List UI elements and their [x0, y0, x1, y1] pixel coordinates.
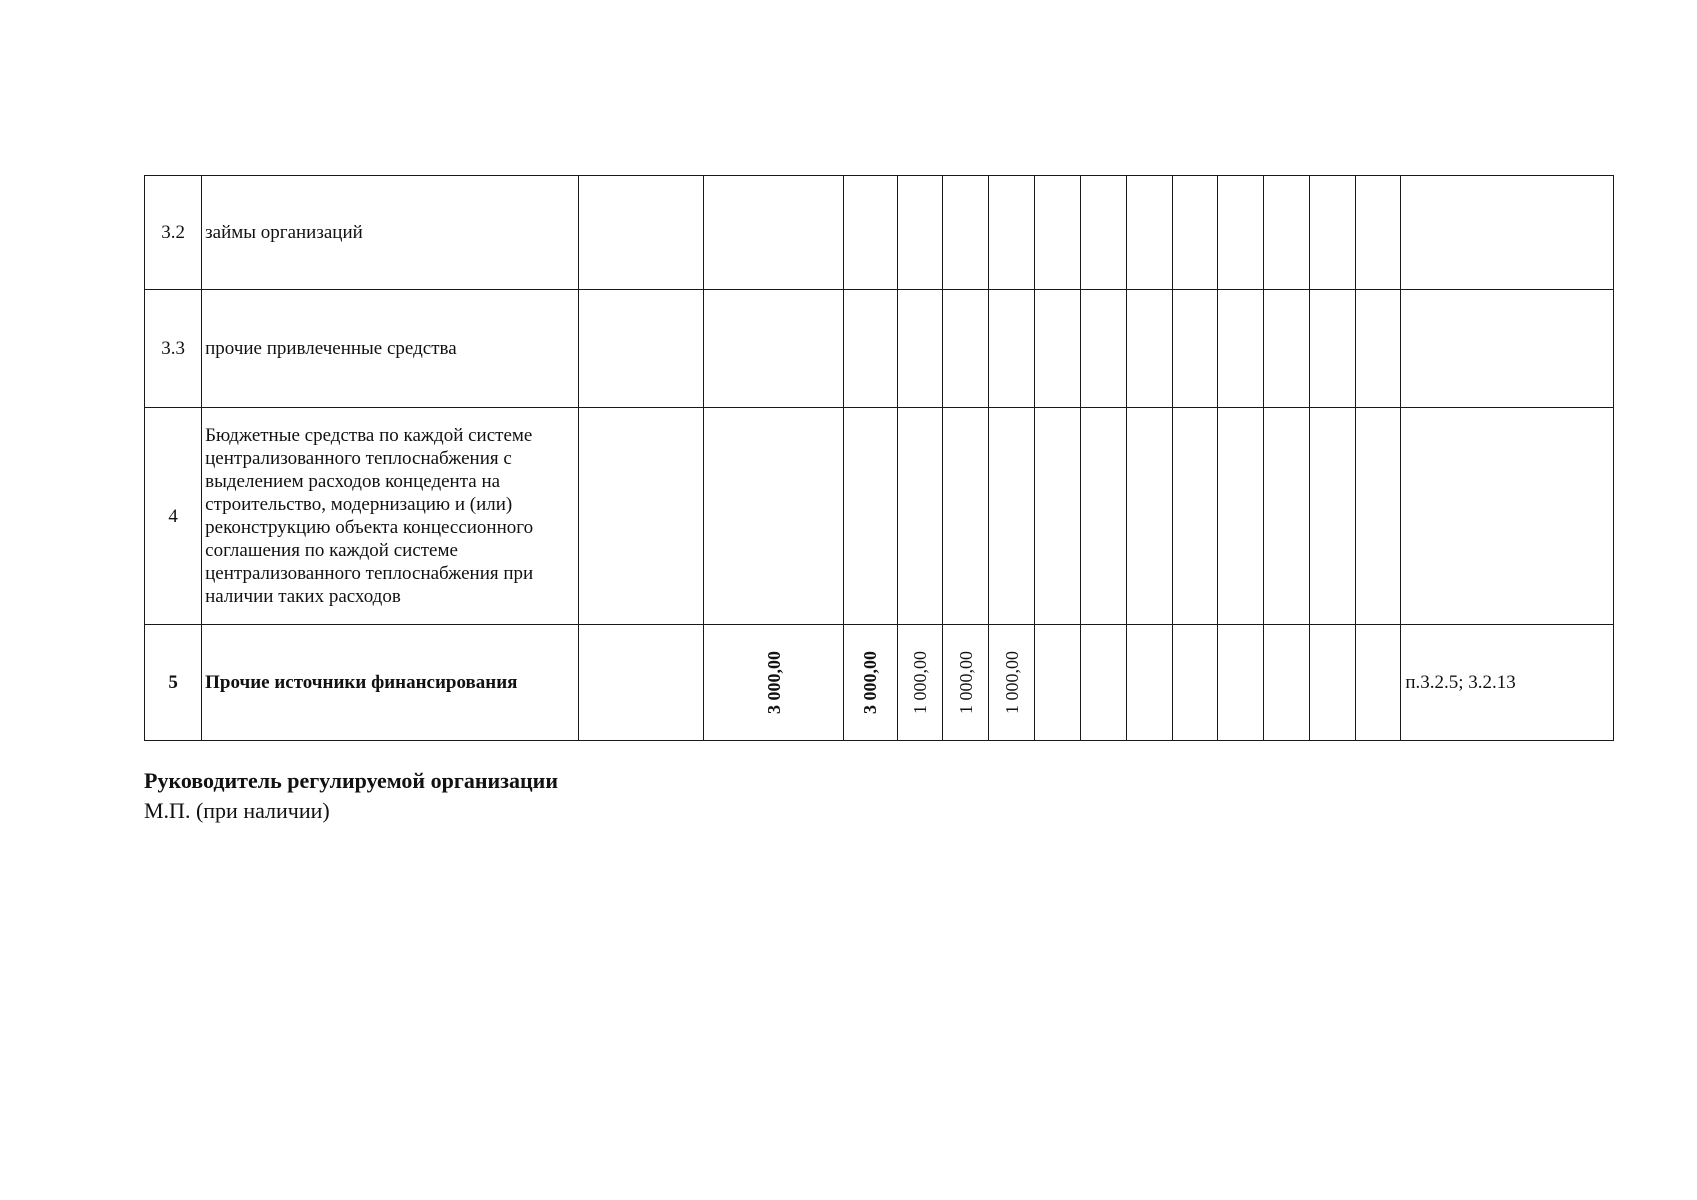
table-row — [145, 408, 1614, 625]
year-value: 1 000,00 — [955, 651, 976, 714]
table-cell — [843, 176, 897, 290]
table-cell — [1263, 625, 1309, 741]
table-cell — [989, 290, 1035, 408]
table-cell — [1217, 176, 1263, 290]
subtotal-value: 3 000,00 — [860, 651, 881, 714]
table-cell — [1356, 625, 1401, 741]
table-cell — [1126, 625, 1172, 741]
table-cell — [579, 290, 704, 408]
row-number: 3.2 — [145, 176, 202, 290]
row-reference — [1401, 290, 1614, 408]
table-cell — [1263, 176, 1309, 290]
table-cell — [898, 290, 943, 408]
table-cell — [1035, 290, 1081, 408]
table-cell — [1081, 290, 1126, 408]
row-label: Прочие источники финансирования — [202, 625, 579, 741]
table-cell-total — [704, 625, 843, 741]
table-cell — [1172, 290, 1217, 408]
table-cell — [943, 176, 989, 290]
table-cell — [1356, 408, 1401, 625]
table-cell — [1172, 625, 1217, 741]
table-cell — [989, 176, 1035, 290]
table-cell — [989, 408, 1035, 625]
table-cell — [1081, 176, 1126, 290]
table-cell — [943, 408, 989, 625]
row-reference: п.3.2.5; 3.2.13 — [1401, 625, 1614, 741]
table-cell — [1126, 408, 1172, 625]
table-cell — [1356, 176, 1401, 290]
table-row — [145, 625, 1614, 741]
table-cell — [1035, 408, 1081, 625]
row-label: прочие привлеченные средства — [202, 290, 579, 408]
table-cell — [1081, 625, 1126, 741]
table-cell-year — [943, 625, 989, 741]
table-cell — [1035, 176, 1081, 290]
table-cell-year — [898, 625, 943, 741]
table-cell — [843, 290, 897, 408]
total-value: 3 000,00 — [763, 651, 784, 714]
table-cell — [1126, 176, 1172, 290]
table-cell — [1310, 176, 1356, 290]
table-cell — [579, 408, 704, 625]
table-cell-year — [989, 625, 1035, 741]
table-cell — [1217, 625, 1263, 741]
row-reference — [1401, 176, 1614, 290]
table-cell — [579, 176, 704, 290]
table-cell — [1172, 176, 1217, 290]
table-cell — [704, 408, 843, 625]
row-number: 4 — [145, 408, 202, 625]
table-cell — [1356, 290, 1401, 408]
row-label: займы организаций — [202, 176, 579, 290]
financing-table — [144, 175, 1614, 741]
table-cell — [843, 408, 897, 625]
table-cell — [943, 290, 989, 408]
table-cell — [1263, 408, 1309, 625]
table-cell — [1217, 408, 1263, 625]
table-cell — [1035, 625, 1081, 741]
table-row — [145, 176, 1614, 290]
table-cell — [898, 408, 943, 625]
stamp-note: М.П. (при наличии) — [144, 798, 330, 823]
table-cell — [1172, 408, 1217, 625]
table-cell — [1310, 408, 1356, 625]
row-number: 3.3 — [145, 290, 202, 408]
table-cell — [1310, 625, 1356, 741]
table-cell — [1263, 290, 1309, 408]
table-cell — [1126, 290, 1172, 408]
table-cell — [579, 625, 704, 741]
signature-title: Руководитель регулируемой организации — [144, 768, 559, 793]
table-cell — [1310, 290, 1356, 408]
table-cell — [704, 290, 843, 408]
year-value: 1 000,00 — [1001, 651, 1022, 714]
table-cell — [1217, 290, 1263, 408]
row-number: 5 — [145, 625, 202, 741]
table-cell-subtotal — [843, 625, 897, 741]
table-row — [145, 290, 1614, 408]
row-reference — [1401, 408, 1614, 625]
table-cell — [1081, 408, 1126, 625]
table-cell — [898, 176, 943, 290]
year-value: 1 000,00 — [910, 651, 931, 714]
row-label: Бюджетные средства по каждой системе централизованного теплоснабжения с выделением расходов концедента на строительство, модернизацию и (или) реконструкцию объекта концессионного соглашения по каждой системе централизованного теплоснабжения при наличии таких расходов — [202, 408, 579, 625]
table-cell — [704, 176, 843, 290]
